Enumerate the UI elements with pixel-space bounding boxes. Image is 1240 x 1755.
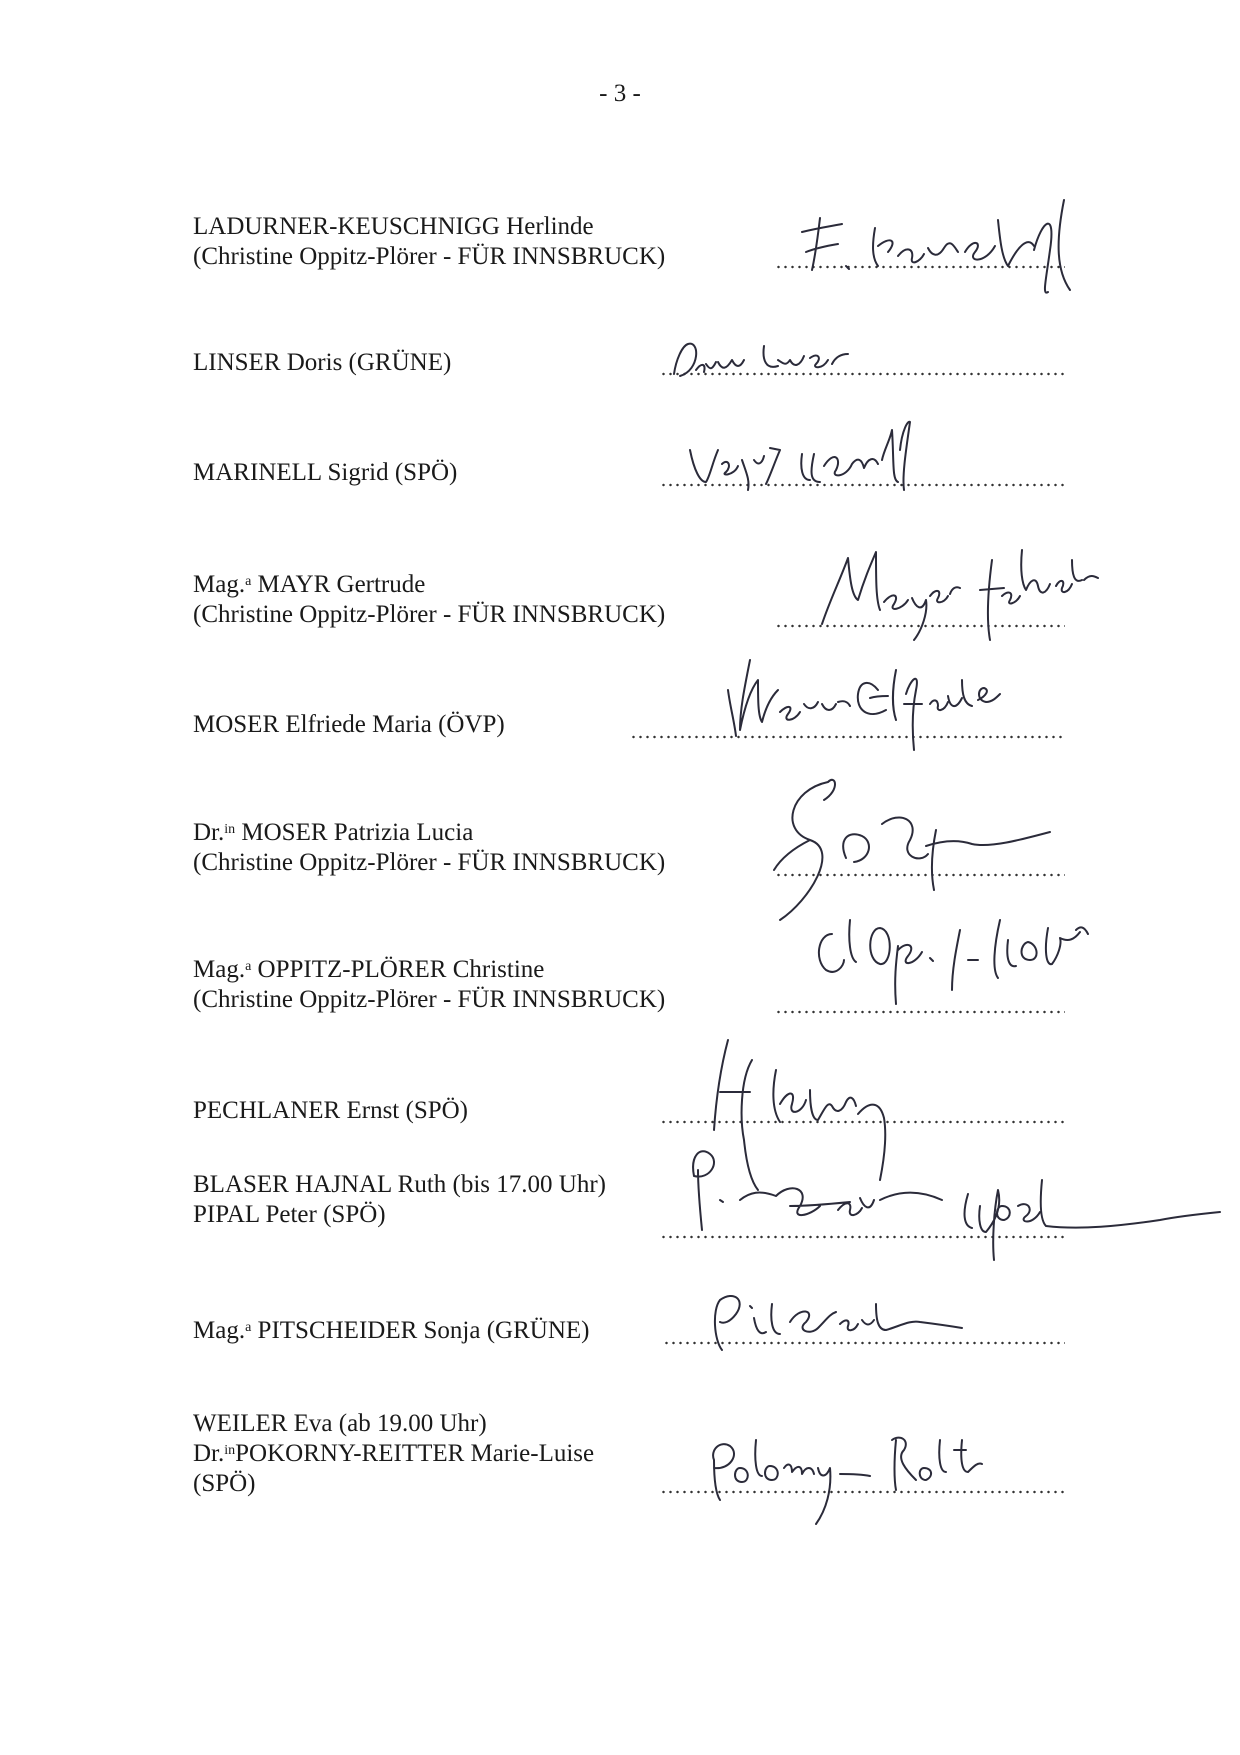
member-name: Mag.$^a$ OPPITZ-PLÖRER Christine <box>193 956 545 983</box>
signatory-entry-moser-elfriede <box>193 710 505 740</box>
signature-mayr <box>800 540 1140 650</box>
signatory-entry-pitscheider <box>193 1316 589 1346</box>
signature-ladurner <box>780 200 1120 320</box>
signatory-entry-mayr <box>193 570 665 630</box>
member-name: MARINELL Sigrid (SPÖ) <box>193 459 458 486</box>
signature-pitscheider <box>700 1270 1020 1360</box>
member-name: MOSER Elfriede Maria (ÖVP) <box>193 711 505 738</box>
member-party: (Christine Oppitz-Plörer - FÜR INNSBRUCK) <box>193 986 666 1013</box>
signatory-entry-ladurner <box>193 212 665 272</box>
signature-oppitz-ploerer <box>780 900 1160 1020</box>
signature-moser-elfriede <box>700 650 1040 750</box>
signatory-entry-pipal <box>193 1170 606 1230</box>
signatory-entry-linser <box>193 348 451 378</box>
signatory-entry-marinell <box>193 458 457 488</box>
signatory-entry-moser-patrizia <box>193 818 665 878</box>
page-number: - 3 - <box>599 80 641 107</box>
member-name: Mag.$^a$ PITSCHEIDER Sonja (GRÜNE) <box>193 1317 590 1344</box>
signatory-entry-oppitz-ploerer <box>193 955 665 1015</box>
substitute-name: WEILER Eva (ab 19.00 Uhr) <box>193 1410 487 1437</box>
member-name: Dr.$^{in}$POKORNY-REITTER Marie-Luise <box>193 1440 595 1467</box>
substitute-name: BLASER HAJNAL Ruth (bis 17.00 Uhr) <box>193 1171 606 1198</box>
signature-pipal <box>680 1110 1220 1270</box>
member-party: (SPÖ) <box>193 1470 256 1497</box>
member-name: PECHLANER Ernst (SPÖ) <box>193 1097 469 1124</box>
member-name: PIPAL Peter (SPÖ) <box>193 1201 386 1228</box>
member-party: (Christine Oppitz-Plörer - FÜR INNSBRUCK) <box>193 243 666 270</box>
member-name: Dr.$^{in}$ MOSER Patrizia Lucia <box>193 819 474 846</box>
signature-pokorny-reitter <box>700 1410 1060 1550</box>
member-name: LADURNER-KEUSCHNIGG Herlinde <box>193 213 594 240</box>
signature-marinell <box>670 420 1010 500</box>
member-party: (Christine Oppitz-Plörer - FÜR INNSBRUCK) <box>193 849 666 876</box>
signature-linser <box>660 330 960 390</box>
signatory-entry-pechlaner <box>193 1096 468 1126</box>
member-party: (Christine Oppitz-Plörer - FÜR INNSBRUCK) <box>193 601 666 628</box>
member-name: Mag.$^a$ MAYR Gertrude <box>193 571 426 598</box>
signatory-entry-pokorny-reitter <box>193 1409 594 1499</box>
member-name: LINSER Doris (GRÜNE) <box>193 349 452 376</box>
